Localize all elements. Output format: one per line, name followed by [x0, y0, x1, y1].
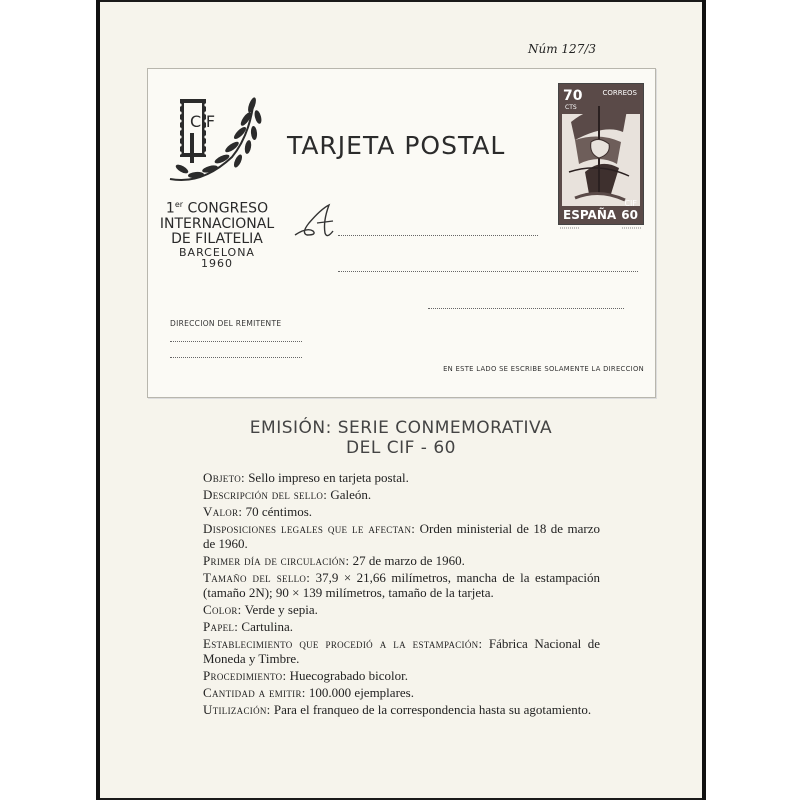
address-line-3 — [428, 308, 624, 309]
address-line-2 — [338, 271, 638, 272]
detail-row: Papel: Cartulina. — [203, 619, 294, 634]
address-line-1 — [338, 235, 538, 236]
logo-text: CIF — [190, 112, 216, 131]
stamp-value-repeat: 60 — [621, 208, 638, 222]
galleon-icon — [565, 102, 633, 204]
detail-row: Color: Verde y sepia. — [203, 602, 318, 617]
detail-row: Procedimiento: Huecograbado bicolor. — [203, 668, 409, 683]
congress-title: 1er CONGRESO INTERNACIONAL DE FILATELIA BARCELONA 1960 — [159, 200, 275, 270]
detail-row: Disposiciones legales que le afectan: Orden ministerial de 18 de marzo de 1960. — [203, 521, 600, 551]
detail-row: Descripción del sello: Galeón. — [203, 487, 372, 502]
detail-row: Cantidad a emitir: 100.000 ejemplares. — [203, 685, 414, 700]
sender-address-label: DIRECCION DEL REMITENTE — [170, 319, 282, 328]
stamp-mark: CIF — [624, 199, 637, 208]
stamp-caption-mark — [558, 225, 644, 231]
detail-row: Valor: 70 céntimos. — [203, 504, 312, 519]
detail-row: Utilización: Para el franqueo de la correspondencia hasta su agotamiento. — [203, 702, 592, 717]
detail-row: Tamaño del sello: 37,9 × 21,66 milímetros, mancha de la estampación (tamaño 2N); 90 × 139 milímetros, tamaño de la tarjeta. — [203, 570, 600, 600]
sheet-left-edge — [96, 0, 100, 800]
postcard-title: TARJETA POSTAL — [287, 131, 506, 160]
stamp-service: CORREOS — [602, 89, 637, 97]
sender-line-1 — [170, 341, 302, 342]
sender-line-2 — [170, 357, 302, 358]
emission-details — [203, 470, 600, 719]
stamp-value: 70 — [563, 88, 583, 104]
detail-row: Establecimiento que procedió a la estampación: Fábrica Nacional de Moneda y Timbre. — [203, 636, 600, 666]
svg-text:A: A — [293, 201, 294, 202]
stamp-currency: CTS — [565, 104, 577, 111]
postcard-footer-note: EN ESTE LADO SE ESCRIBE SOLAMENTE LA DIRECCION — [443, 365, 644, 373]
sheet-right-edge — [702, 0, 706, 800]
detail-row: Objeto: Sello impreso en tarjeta postal. — [203, 470, 409, 485]
detail-row: Primer día de circulación: 27 de marzo de 1960. — [203, 553, 465, 568]
emission-title: EMISIÓN: SERIE CONMEMORATIVA DEL CIF - 60 — [249, 418, 553, 458]
printed-stamp — [558, 83, 644, 225]
stamp-country: ESPAÑA — [563, 208, 617, 222]
page-number: Núm 127/3 — [528, 42, 597, 56]
cif-logo-icon — [162, 87, 272, 197]
postcard — [147, 68, 656, 398]
